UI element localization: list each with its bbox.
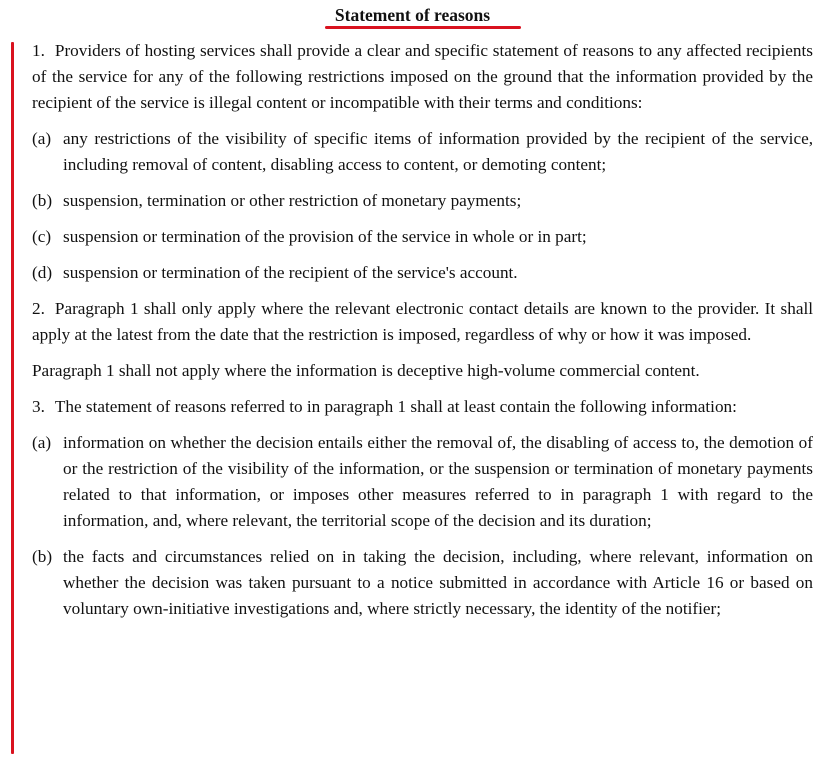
paragraph-1-item-c <box>32 224 813 250</box>
paragraph-2-number: 2. <box>32 299 45 318</box>
item-text: suspension, termination or other restriction of monetary payments; <box>63 191 522 210</box>
paragraph-3-number: 3. <box>32 397 45 416</box>
item-text: any restrictions of the visibility of specific items of information provided by the recipient of the service, including removal of content, disabling access to content, or demoting content; <box>63 129 813 174</box>
page-title: Statement of reasons <box>334 5 491 25</box>
paragraph-3-text: The statement of reasons referred to in paragraph 1 shall at least contain the following information: <box>54 397 737 416</box>
title-underline-highlight <box>325 26 521 29</box>
paragraph-1-item-b <box>32 188 813 214</box>
paragraph-3-item-b <box>32 544 813 622</box>
item-label: (a) <box>32 129 52 148</box>
paragraph-3-item-a <box>32 430 813 534</box>
margin-highlight-bar <box>11 42 14 754</box>
item-label: (d) <box>32 263 53 282</box>
item-text: suspension or termination of the provision of the service in whole or in part; <box>63 227 587 246</box>
item-label: (c) <box>32 227 52 246</box>
paragraph-1-number: 1. <box>32 41 45 60</box>
title-container <box>0 4 825 26</box>
item-label: (b) <box>32 547 53 566</box>
item-text: suspension or termination of the recipient of the service's account. <box>63 263 518 282</box>
paragraph-3 <box>32 394 813 420</box>
paragraph-2-text: Paragraph 1 shall only apply where the relevant electronic contact details are known to the provider. It shall apply at the latest from the date that the restriction is imposed, regardless of why or how it was imposed. <box>32 299 813 344</box>
paragraph-1-text: Providers of hosting services shall provide a clear and specific statement of reasons to any affected recipients of the service for any of the following restrictions imposed on the ground that the information provided by the recipient of the service is illegal content or incompatible with their terms and conditions: <box>32 41 813 112</box>
paragraph-1 <box>32 38 813 116</box>
item-text: the facts and circumstances relied on in taking the decision, including, where relevant, information on whether the decision was taken pursuant to a notice submitted in accordance with Article 16 or based on voluntary own-initiative investigations and, where strictly necessary, the identity of the notifier; <box>63 547 813 618</box>
item-text: information on whether the decision entails either the removal of, the disabling of access to, the demotion of or the restriction of the visibility of the information, or the suspension or termination of monetary payments related to that information, or imposes other measures referred to in paragraph 1 with regard to the information, and, where relevant, the territorial scope of the decision and its duration; <box>63 433 813 530</box>
item-label: (b) <box>32 191 53 210</box>
item-label: (a) <box>32 433 52 452</box>
document-body <box>32 38 813 632</box>
paragraph-1-item-d <box>32 260 813 286</box>
paragraph-2-subparagraph: Paragraph 1 shall not apply where the information is deceptive high-volume commercial content. <box>32 361 700 380</box>
paragraph-2 <box>32 296 813 348</box>
paragraph-1-item-a <box>32 126 813 178</box>
